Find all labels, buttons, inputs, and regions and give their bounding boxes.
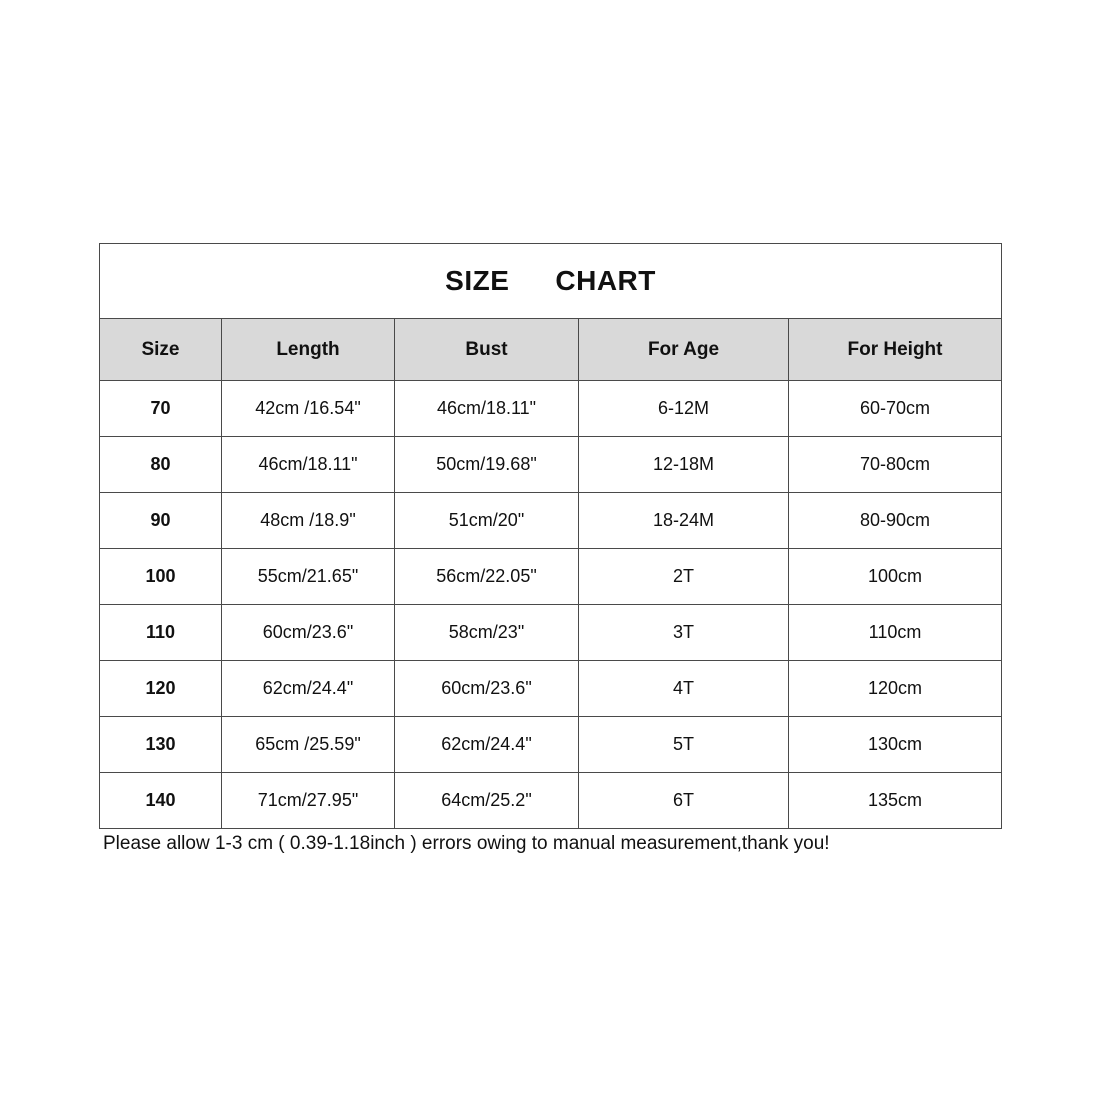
length-cell: 60cm/23.6"	[222, 605, 395, 661]
table-row	[100, 493, 1002, 549]
size-cell: 80	[100, 437, 222, 493]
height-cell: 70-80cm	[789, 437, 1002, 493]
size-cell: 130	[100, 717, 222, 773]
length-cell: 46cm/18.11"	[222, 437, 395, 493]
age-cell: 3T	[579, 605, 789, 661]
size-cell: 90	[100, 493, 222, 549]
age-cell: 2T	[579, 549, 789, 605]
header-row	[100, 319, 1002, 381]
table-row	[100, 661, 1002, 717]
bust-cell: 58cm/23"	[395, 605, 579, 661]
chart-title-word-chart: CHART	[555, 265, 656, 296]
height-cell: 80-90cm	[789, 493, 1002, 549]
bust-cell: 51cm/20"	[395, 493, 579, 549]
height-cell: 130cm	[789, 717, 1002, 773]
age-cell: 5T	[579, 717, 789, 773]
length-cell: 65cm /25.59"	[222, 717, 395, 773]
bust-cell: 62cm/24.4"	[395, 717, 579, 773]
length-cell: 62cm/24.4"	[222, 661, 395, 717]
bust-cell: 50cm/19.68"	[395, 437, 579, 493]
table-row	[100, 717, 1002, 773]
height-cell: 135cm	[789, 773, 1002, 829]
table-row	[100, 773, 1002, 829]
bust-cell: 46cm/18.11"	[395, 381, 579, 437]
column-header-bust: Bust	[395, 319, 579, 381]
bust-cell: 64cm/25.2"	[395, 773, 579, 829]
size-chart-table	[99, 243, 1002, 829]
table-row	[100, 605, 1002, 661]
age-cell: 18-24M	[579, 493, 789, 549]
size-cell: 100	[100, 549, 222, 605]
size-cell: 140	[100, 773, 222, 829]
age-cell: 6T	[579, 773, 789, 829]
length-cell: 42cm /16.54"	[222, 381, 395, 437]
height-cell: 110cm	[789, 605, 1002, 661]
title-row	[100, 244, 1002, 319]
chart-title-word-size: SIZE	[445, 265, 510, 296]
height-cell: 100cm	[789, 549, 1002, 605]
size-cell: 110	[100, 605, 222, 661]
size-cell: 120	[100, 661, 222, 717]
height-cell: 60-70cm	[789, 381, 1002, 437]
height-cell: 120cm	[789, 661, 1002, 717]
chart-title	[100, 244, 1002, 319]
bust-cell: 60cm/23.6"	[395, 661, 579, 717]
age-cell: 6-12M	[579, 381, 789, 437]
column-header-for-height: For Height	[789, 319, 1002, 381]
column-header-for-age: For Age	[579, 319, 789, 381]
table-row	[100, 549, 1002, 605]
bust-cell: 56cm/22.05"	[395, 549, 579, 605]
column-header-size: Size	[100, 319, 222, 381]
length-cell: 48cm /18.9"	[222, 493, 395, 549]
age-cell: 4T	[579, 661, 789, 717]
length-cell: 55cm/21.65"	[222, 549, 395, 605]
age-cell: 12-18M	[579, 437, 789, 493]
measurement-note: Please allow 1-3 cm ( 0.39-1.18inch ) errors owing to manual measurement,thank you!	[103, 833, 830, 854]
column-header-length: Length	[222, 319, 395, 381]
table-row	[100, 381, 1002, 437]
table-row	[100, 437, 1002, 493]
size-cell: 70	[100, 381, 222, 437]
length-cell: 71cm/27.95"	[222, 773, 395, 829]
